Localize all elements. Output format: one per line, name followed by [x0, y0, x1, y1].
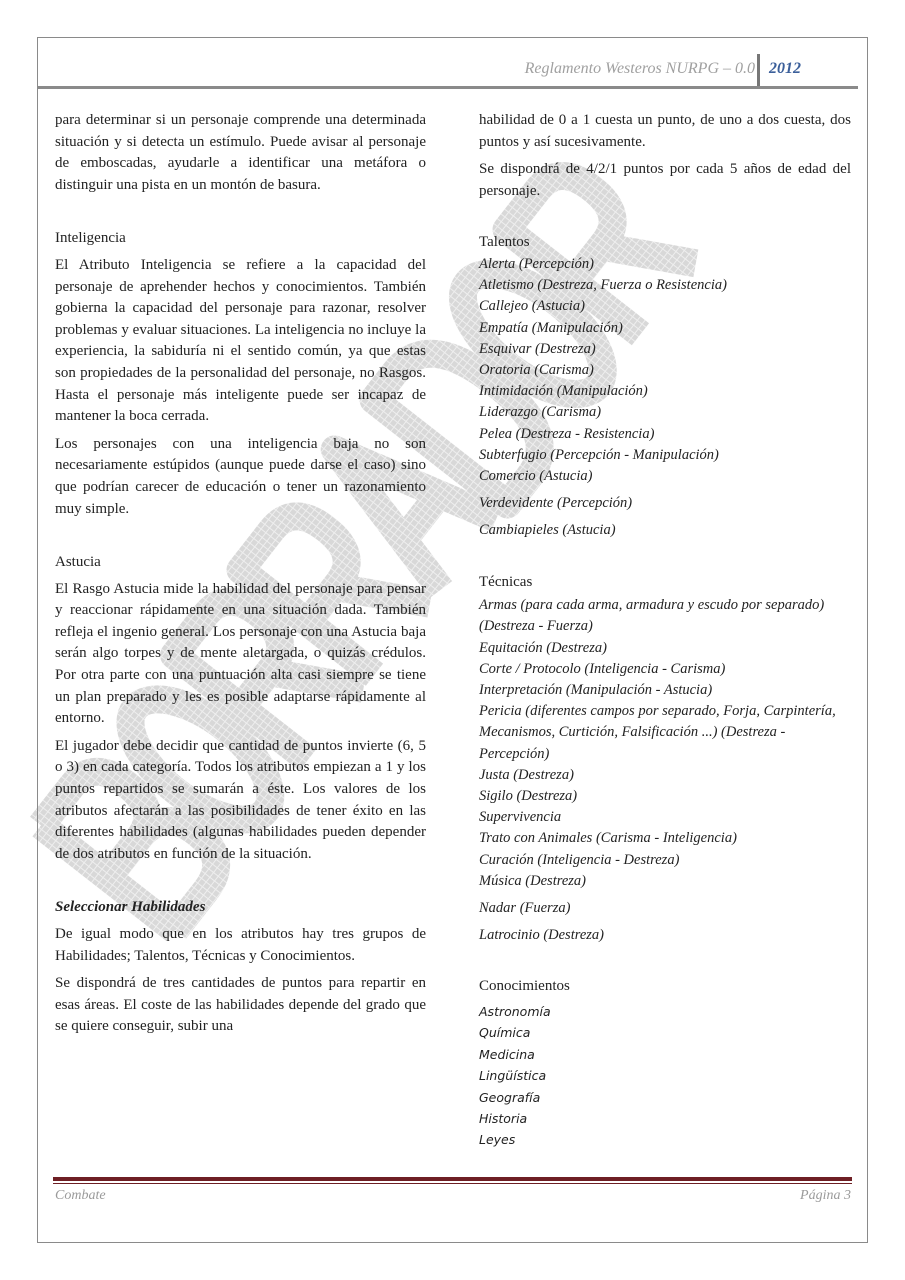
list-item: Mecanismos, Curtición, Falsificación ...) (Destreza - — [479, 724, 786, 741]
header-separator — [757, 54, 760, 88]
list-item: Equitación (Destreza) — [479, 639, 607, 656]
list-item: Intimidación (Manipulación) — [479, 383, 648, 400]
heading-seleccionar-habilidades: Seleccionar Habilidades — [55, 899, 206, 916]
list-item: Alerta (Percepción) — [479, 255, 595, 272]
footer-section: Combate — [55, 1188, 106, 1203]
list-item: Oratoria (Carisma) — [479, 361, 594, 378]
list-item: Trato con Animales (Carisma - Inteligencia) — [479, 830, 737, 847]
list-item: Armas (para cada arma, armadura y escudo por separado) — [479, 597, 825, 614]
talentos-list — [479, 254, 851, 542]
paragraph: El Rasgo Astucia mide la habilidad del personaje para pensar y reaccionar rápidamente en una situación dada. También refleja el ingenio general. Los personaje con una Astucia baja serán algo torpes y de mente aletargada, o quizás crédulos. Por otra parte con una puntuación alta casi siempre se tiene un plan preparado y les es posible adaptarse rápidamente al entorno. — [55, 580, 426, 727]
list-item: Comercio (Astucia) — [479, 468, 593, 484]
list-item: Música (Destreza) — [479, 872, 586, 889]
list-item: Nadar (Fuerza) — [479, 900, 571, 917]
paragraph: habilidad de 0 a 1 cuesta un punto, de uno a dos cuesta, dos puntos y así sucesivamente. — [479, 112, 851, 150]
list-item: Justa (Destreza) — [479, 766, 574, 783]
list-item: Atletismo (Destreza, Fuerza o Resistencia) — [479, 277, 727, 294]
heading-conocimientos: Conocimientos — [479, 978, 570, 995]
list-item: Esquivar (Destreza) — [479, 340, 596, 357]
list-item: Curación (Inteligencia - Destreza) — [479, 851, 680, 868]
tecnicas-list — [479, 595, 851, 946]
list-item: Medicina — [479, 1046, 535, 1062]
footer-rule-thin — [53, 1183, 852, 1184]
list-item: Pelea (Destreza - Resistencia) — [479, 425, 655, 442]
list-item: Verdevidente (Percepción) — [479, 495, 633, 512]
heading-tecnicas: Técnicas — [479, 573, 533, 590]
paragraph: Se dispondrá de tres cantidades de puntos para repartir en esas áreas. El coste de las habilidades depende del grado que se quiere conseguir, subir una — [55, 975, 426, 1035]
list-item: Historia — [479, 1111, 528, 1127]
list-item: Química — [479, 1025, 531, 1041]
list-item: Percepción) — [479, 745, 550, 762]
list-item: Lingüística — [479, 1068, 547, 1084]
list-item: Leyes — [479, 1132, 516, 1148]
list-item: Callejeo (Astucia) — [479, 298, 585, 315]
right-column — [479, 110, 851, 1151]
header-rule — [37, 86, 858, 89]
heading-talentos: Talentos — [479, 234, 530, 251]
paragraph: De igual modo que en los atributos hay tres grupos de Habilidades; Talentos, Técnicas y Conocimientos. — [55, 926, 426, 964]
paragraph: El jugador debe decidir que cantidad de puntos invierte (6, 5 o 3) en cada categoría. Todos los atributos empiezan a 1 y los puntos repartidos se sumarán a éste. Los valores de los atributos afectarán a las posibilidades de tener éxito en las diferentes habilidades (algunas habilidades pueden depender de dos atributos en función de la situación. — [55, 737, 426, 862]
list-item: Astronomía — [479, 1004, 551, 1020]
paragraph: Se dispondrá de 4/2/1 puntos por cada 5 años de edad del personaje. — [479, 161, 851, 199]
left-column — [55, 110, 426, 1044]
list-item: Empatía (Manipulación) — [479, 319, 623, 336]
footer-page-number: Página 3 — [800, 1188, 851, 1203]
list-item: Latrocinio (Destreza) — [479, 927, 604, 944]
list-item: Subterfugio (Percepción - Manipulación) — [479, 446, 719, 463]
list-item: Liderazgo (Carisma) — [479, 404, 602, 421]
list-item: Geografía — [479, 1089, 541, 1105]
header-title: Reglamento Westeros NURPG – 0.0 — [524, 60, 755, 77]
list-item: Interpretación (Manipulación - Astucia) — [479, 682, 713, 699]
heading-inteligencia: Inteligencia — [55, 230, 126, 247]
paragraph: Los personajes con una inteligencia baja no son necesariamente estúpidos (aunque puede darse el caso) sino que podrían carecer de educación o tener un razonamiento muy simple. — [55, 435, 426, 517]
paragraph: El Atributo Inteligencia se refiere a la capacidad del personaje de aprehender hechos y conocimientos. También gobierna la capacidad del personaje para razonar, resolver problemas y evaluar situaciones. La inteligencia no incluye la experiencia, la sabiduría ni el sentido común, ya que estas son propiedades de la personalidad del personaje, no Rasgos. Hasta el personaje más inteligente puede ser incapaz de mantener la boca cerrada. — [55, 256, 426, 425]
footer-rule — [53, 1177, 852, 1181]
list-item: Supervivencia — [479, 809, 562, 826]
list-item: Pericia (diferentes campos por separado, Forja, Carpintería, — [479, 703, 836, 720]
list-item: Corte / Protocolo (Inteligencia - Carisma) — [479, 660, 726, 677]
list-item: (Destreza - Fuerza) — [479, 618, 593, 635]
header-year: 2012 — [769, 60, 801, 77]
paragraph: para determinar si un personaje comprende una determinada situación y si detecta un estímulo. Puede avisar al personaje de emboscadas, ayudarle a identificar una metáfora o distinguir una pista en un montón de basura. — [55, 112, 426, 193]
list-item: Sigilo (Destreza) — [479, 788, 578, 805]
heading-astucia: Astucia — [55, 554, 101, 571]
conocimientos-list — [479, 1001, 851, 1151]
list-item: Cambiapieles (Astucia) — [479, 522, 616, 539]
